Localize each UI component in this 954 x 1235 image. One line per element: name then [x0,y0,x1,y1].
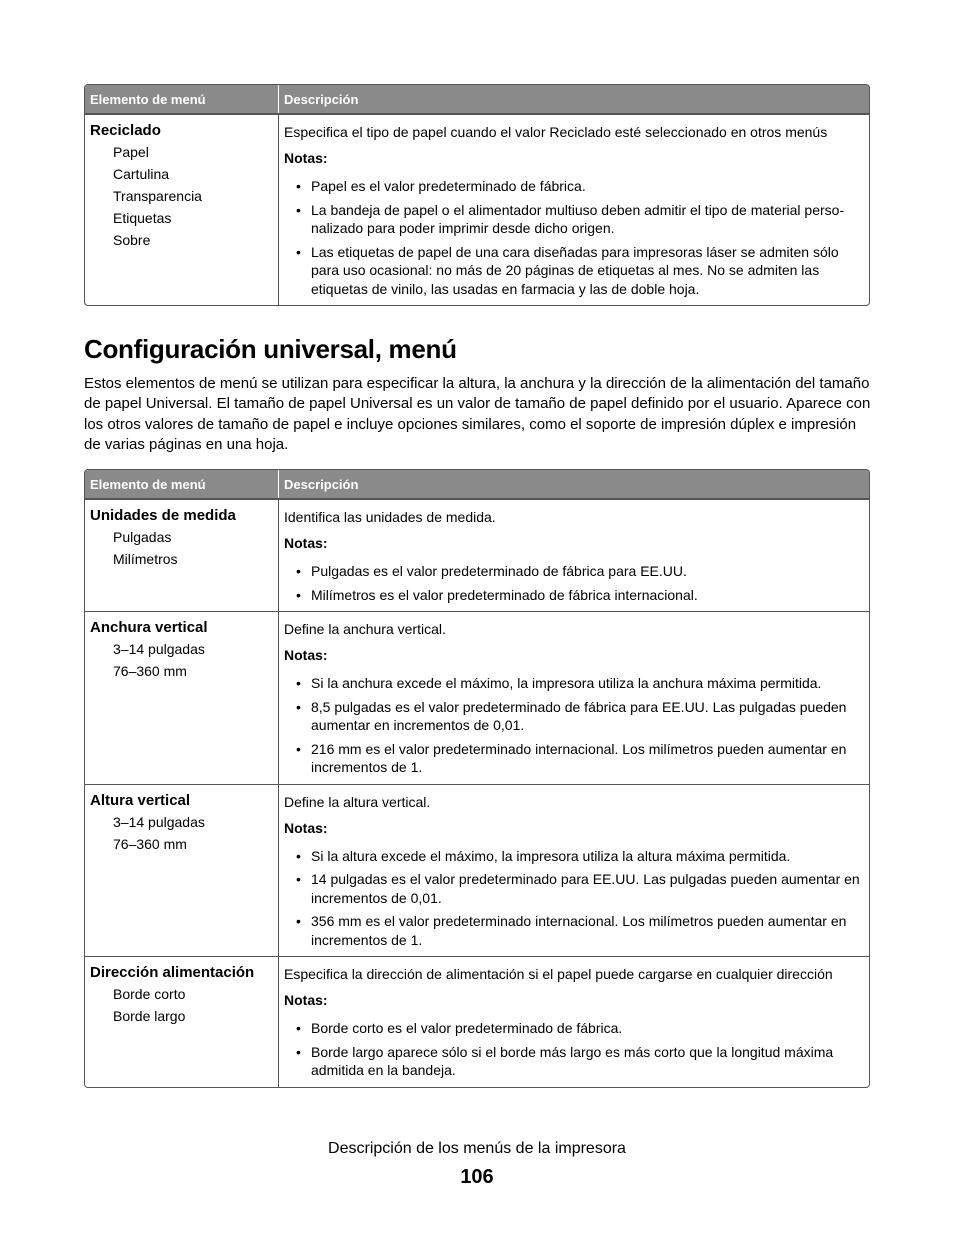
menu-table-reciclado [84,84,870,306]
header-menu-item: Elemento de menú [85,470,279,498]
menu-item-option: 76–360 mm [113,663,187,679]
header-description: Descripción [284,92,359,107]
description-cell [279,500,869,611]
menu-item-option: 3–14 pulgadas [113,641,205,657]
menu-item-option: Pulgadas [113,529,172,545]
menu-item-title: Anchura vertical [90,619,208,636]
table-row [85,499,869,611]
footer-title: Descripción de los menús de la impresora [328,1140,626,1157]
table-header [85,85,869,114]
menu-item-option: 3–14 pulgadas [113,813,205,830]
menu-item-title: Reciclado [90,122,161,139]
menu-item-cell [85,612,279,784]
table-row [85,784,869,957]
description-text: Define la anchura vertical. [284,621,446,637]
table-header [85,470,869,499]
menu-item-option: Transparencia [113,188,202,204]
description-cell [279,785,869,957]
menu-item-option: Papel [113,144,149,160]
section-title: Configuración universal, menú [84,334,457,364]
header-description: Descripción [284,477,359,492]
notes-label: Notas: [284,535,328,551]
page-number: 106 [460,1166,494,1188]
note-item: • Borde corto es el valor predeterminado de fábrica. [284,1019,865,1038]
menu-item-option: Borde largo [113,1008,186,1024]
notes-label: Notas: [284,647,328,663]
menu-item-option: Cartulina [113,166,170,182]
menu-item-title: Dirección alimentación [90,964,255,981]
note-item: • La bandeja de papel o el alimentador multiuso deben admitir el tipo de material perso-nalizado para poder imprimir desde dicho origen. [284,201,865,238]
notes-label: Notas: [284,992,328,1008]
note-item: • Las etiquetas de papel de una cara diseñadas para impresoras láser se admiten sólo para uso ocasional: no más de 20 páginas de etiquetas al mes. No se admiten las etiquetas de vinilo, las usadas en farmacia y las de doble hoja. [284,243,865,299]
menu-item-cell [85,957,279,1087]
note-item: • 8,5 pulgadas es el valor predeterminado de fábrica para EE.UU. Las pulgadas pueden aumentar en incrementos de 0,01. [284,698,865,735]
notes-list [284,177,865,298]
note-item: • Milímetros es el valor predeterminado de fábrica internacional. [284,586,865,605]
note-item: • Si la anchura excede el máximo, la impresora utiliza la anchura máxima permitida. [284,674,865,693]
menu-item-option: Milímetros [113,551,178,567]
note-item: • Borde largo aparece sólo si el borde más largo es más corto que la longitud máxima admitida en la bandeja. [284,1043,865,1080]
notes-list [284,674,865,777]
note-item: • Papel es el valor predeterminado de fábrica. [284,177,865,196]
description-text: Define la altura vertical. [284,793,431,810]
section-intro: Estos elementos de menú se utilizan para especificar la altura, la anchura y la dirección de la alimentación del tamaño de papel Universal. El tamaño de papel Universal es un valor de tamaño de papel definido por el usuario. Aparece con los otros valores de tamaño de papel e incluye opciones similares, como el soporte de impresión dúplex e impresión de varias páginas en una hoja. [84,375,871,453]
description-text: Especifica el tipo de papel cuando el valor Reciclado esté seleccionado en otros menús [284,124,828,140]
menu-item-title: Altura vertical [90,791,191,809]
note-item: • Pulgadas es el valor predeterminado de fábrica para EE.UU. [284,562,865,581]
description-cell [279,612,869,784]
menu-item-cell [85,115,279,305]
notes-label: Notas: [284,819,328,836]
notes-list [284,847,865,950]
description-cell [279,115,869,305]
note-item: • Si la altura excede el máximo, la impresora utiliza la altura máxima permitida. [284,847,865,866]
menu-item-cell [85,785,279,957]
description-cell [279,957,869,1087]
menu-item-title: Unidades de medida [90,507,236,524]
menu-item-option: Sobre [113,232,151,248]
menu-item-option: 76–360 mm [113,835,187,852]
note-item: • 216 mm es el valor predeterminado internacional. Los milímetros pueden aumentar en incrementos de 1. [284,740,865,777]
table-row [85,114,869,305]
header-menu-item: Elemento de menú [85,85,279,113]
note-item: • 14 pulgadas es el valor predeterminado para EE.UU. Las pulgadas pueden aumentar en incrementos de 0,01. [284,870,865,907]
menu-item-option: Borde corto [113,986,186,1002]
description-text: Especifica la dirección de alimentación si el papel puede cargarse en cualquier dirección [284,966,833,982]
menu-table-universal [84,469,870,1088]
menu-item-option: Etiquetas [113,210,172,226]
notes-list [284,1019,865,1080]
table-row [85,956,869,1087]
description-text: Identifica las unidades de medida. [284,509,496,525]
menu-item-cell [85,500,279,611]
notes-list [284,562,865,604]
notes-label: Notas: [284,150,328,166]
note-item: • 356 mm es el valor predeterminado internacional. Los milímetros pueden aumentar en incrementos de 1. [284,912,865,949]
table-row [85,611,869,784]
